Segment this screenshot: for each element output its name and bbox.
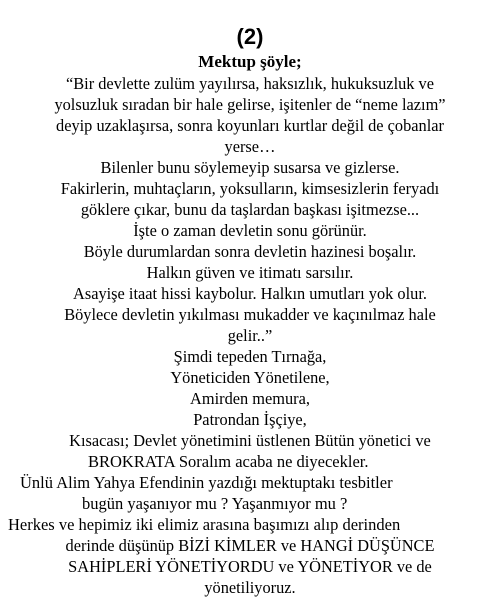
text-line: Kısacası; Devlet yönetimini üstlenen Bütün yönetici ve xyxy=(69,431,431,450)
text-line: Halkın güven ve itimatı sarsılır. xyxy=(146,263,354,282)
text-line: deyip uzaklaşırsa, sonra koyunları kurtlar değil de çobanlar xyxy=(56,116,444,135)
text-line: bugün yaşanıyor mu ? Yaşanmıyor mu ? xyxy=(82,494,348,513)
text-line: Böylece devletin yıkılması mukadder ve kaçınılmaz hale xyxy=(64,305,436,324)
letter-title: Mektup şöyle; xyxy=(198,52,302,71)
section-number: (2) xyxy=(236,24,264,49)
text-line: SAHİPLERİ YÖNETİYORDU ve YÖNETİYOR ve de xyxy=(68,557,432,576)
text-line: BROKRATA Soralım acaba ne diyecekler. xyxy=(88,452,369,471)
text-line: İşte o zaman devletin sonu görünür. xyxy=(133,221,367,240)
text-line: Asayişe itaat hissi kaybolur. Halkın umutları yok olur. xyxy=(73,284,427,303)
text-line: Böyle durumlardan sonra devletin hazinesi boşalır. xyxy=(83,242,417,261)
text-line: Bilenler bunu söylemeyip susarsa ve gizlerse. xyxy=(100,158,400,177)
text-line: Yöneticiden Yönetilene, xyxy=(170,368,330,387)
text-line: “Bir devlette zulüm yayılırsa, haksızlık, hukuksuzluk ve xyxy=(66,74,434,93)
text-line: Herkes ve hepimiz iki elimiz arasına başımızı alıp derinden xyxy=(8,515,401,534)
text-line: Amirden memura, xyxy=(190,389,310,408)
text-line: göklere çıkar, bunu da taşlardan başkası işitmezse... xyxy=(80,200,420,219)
text-line: Ünlü Alim Yahya Efendinin yazdığı mektuptakı tesbitler xyxy=(20,473,393,492)
text-line: gelir..” xyxy=(227,326,273,345)
text-line: Patrondan İşçiye, xyxy=(193,410,307,429)
text-line: Fakirlerin, muhtaçların, yoksulların, kimsesizlerin feryadı xyxy=(60,179,440,198)
text-line: yerse… xyxy=(224,137,276,156)
text-line: Şimdi tepeden Tırnağa, xyxy=(173,347,327,366)
text-line: yolsuzluk sıradan bir hale gelirse, işitenler de “neme lazım” xyxy=(54,95,446,114)
text-line: yönetiliyoruz. xyxy=(204,578,296,597)
text-line: derinde düşünüp BİZİ KİMLER ve HANGİ DÜŞÜNCE xyxy=(65,536,435,555)
